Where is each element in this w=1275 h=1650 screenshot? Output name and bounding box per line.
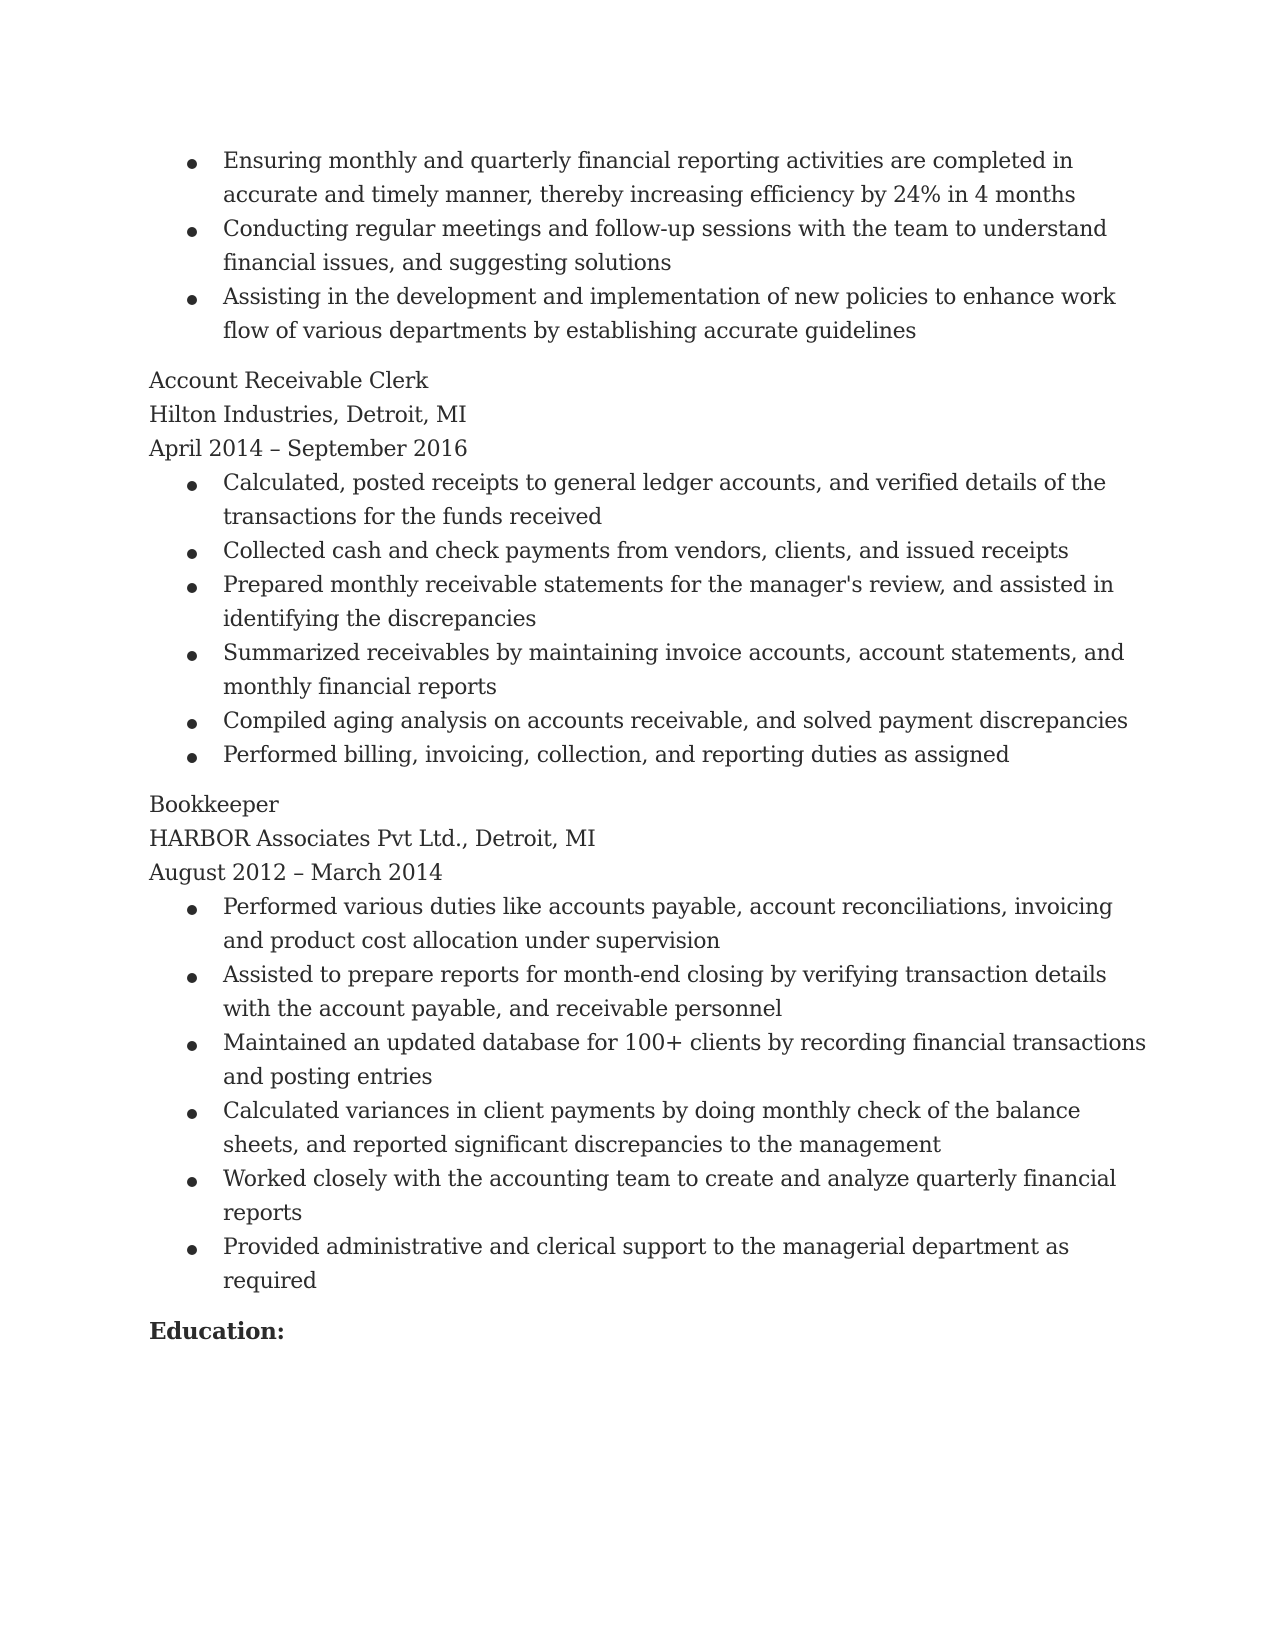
bullet-item: Assisting in the development and implementation of new policies to enhance work flow of various departments by establishing accurate guidelines xyxy=(149,281,1149,349)
bullet-icon xyxy=(187,481,197,491)
job-title: Account Receivable Clerk xyxy=(149,369,428,394)
job-company: Hilton Industries, Detroit, MI xyxy=(149,403,467,428)
job-account-receivable-clerk xyxy=(149,365,1149,773)
job-title: Bookkeeper xyxy=(149,793,279,818)
bullet-icon xyxy=(187,1041,197,1051)
bullet-item: Calculated variances in client payments by doing monthly check of the balance sheets, and reported significant discrepancies to the management xyxy=(149,1095,1149,1163)
bullet-item: Conducting regular meetings and follow-up sessions with the team to understand financial issues, and suggesting solutions xyxy=(149,213,1149,281)
bullet-icon xyxy=(187,753,197,763)
bullet-item: Maintained an updated database for 100+ clients by recording financial transactions and posting entries xyxy=(149,1027,1149,1095)
job-bullet-list xyxy=(149,891,1149,1299)
bullet-item: Compiled aging analysis on accounts receivable, and solved payment discrepancies xyxy=(149,705,1149,739)
bullet-icon xyxy=(187,1245,197,1255)
bullet-item: Worked closely with the accounting team to create and analyze quarterly financial reports xyxy=(149,1163,1149,1231)
bullet-item: Calculated, posted receipts to general ledger accounts, and verified details of the transactions for the funds received xyxy=(149,467,1149,535)
bullet-icon xyxy=(187,159,197,169)
bullet-item: Collected cash and check payments from vendors, clients, and issued receipts xyxy=(149,535,1149,569)
bullet-icon xyxy=(187,583,197,593)
bullet-item: Summarized receivables by maintaining invoice accounts, account statements, and monthly financial reports xyxy=(149,637,1149,705)
bullet-icon xyxy=(187,1177,197,1187)
bullet-item: Assisted to prepare reports for month-end closing by verifying transaction details with the account payable, and receivable personnel xyxy=(149,959,1149,1027)
bullet-icon xyxy=(187,973,197,983)
bullet-item: Performed billing, invoicing, collection, and reporting duties as assigned xyxy=(149,739,1149,773)
bullet-icon xyxy=(187,719,197,729)
bullet-icon xyxy=(187,905,197,915)
bullet-icon xyxy=(187,549,197,559)
bullet-item: Prepared monthly receivable statements for the manager's review, and assisted in identifying the discrepancies xyxy=(149,569,1149,637)
job-company: HARBOR Associates Pvt Ltd., Detroit, MI xyxy=(149,827,596,852)
education-heading: Education: xyxy=(149,1318,285,1345)
bullet-item: Ensuring monthly and quarterly financial reporting activities are completed in accurate and timely manner, thereby increasing efficiency by 24% in 4 months xyxy=(149,145,1149,213)
job-dates: April 2014 – September 2016 xyxy=(149,437,468,462)
bullet-icon xyxy=(187,227,197,237)
job-bullet-list xyxy=(149,467,1149,773)
bullet-icon xyxy=(187,651,197,661)
bullet-item: Provided administrative and clerical support to the managerial department as required xyxy=(149,1231,1149,1299)
bullet-icon xyxy=(187,295,197,305)
bullet-item: Performed various duties like accounts payable, account reconciliations, invoicing and product cost allocation under supervision xyxy=(149,891,1149,959)
bullet-icon xyxy=(187,1109,197,1119)
resume-content xyxy=(149,145,1149,1349)
intro-bullet-list xyxy=(149,145,1149,349)
job-dates: August 2012 – March 2014 xyxy=(149,861,443,886)
job-bookkeeper xyxy=(149,789,1149,1299)
